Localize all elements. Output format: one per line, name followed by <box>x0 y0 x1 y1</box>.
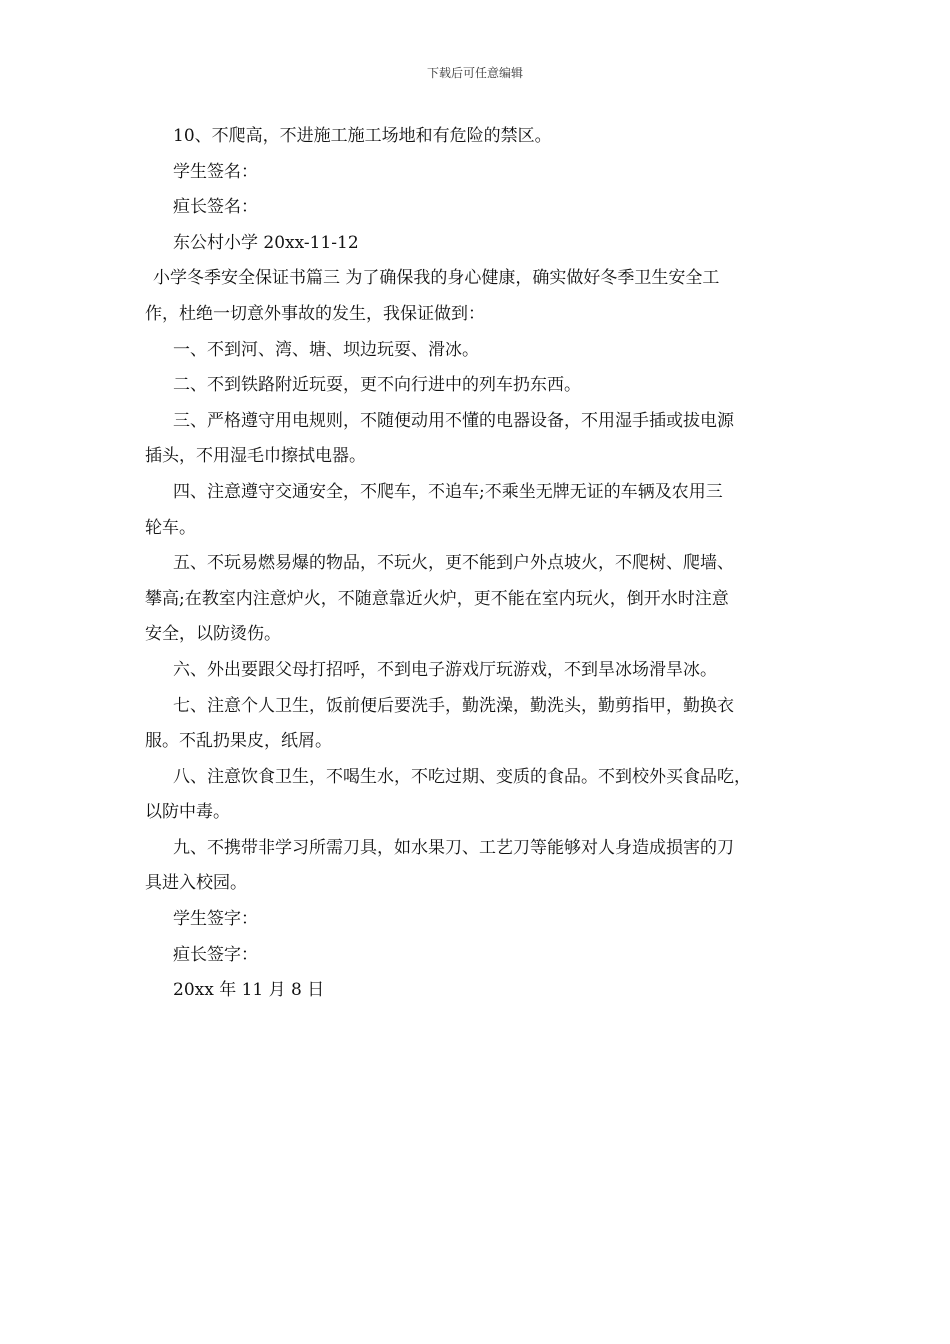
rule-1-line: 一、不到河、湾、塘、坝边玩耍、滑冰。 <box>173 339 479 360</box>
leader-sign-line: 疸长签字： <box>173 944 258 965</box>
rule-4-continuation-line: 轮车。 <box>145 517 196 538</box>
rule-8-line: 八、注意饮食卫生，不喝生水，不吃过期、变质的食品。不到校外买食品吃， <box>173 766 751 787</box>
rule-4-line: 四、注意遵守交通安全，不爬车，不追车;不乘坐无牌无证的车辆及农用三 <box>173 481 723 502</box>
leader-signature-line: 疸长签名： <box>173 197 258 218</box>
student-signature-line: 学生签名： <box>173 161 258 182</box>
rule-7-continuation-line: 服。不乱扔果皮，纸屑。 <box>145 731 332 752</box>
rule-6-line: 六、外出要跟父母打招呼，不到电子游戏厅玩游戏，不到旱冰场滑旱冰。 <box>173 659 717 680</box>
rule-8-continuation-line: 以防中毒。 <box>145 802 230 823</box>
school-date-line: 东公村小学 20xx-11-12 <box>173 232 359 253</box>
rule-2-line: 二、不到铁路附近玩耍，更不向行进中的列车扔东西。 <box>173 375 581 396</box>
page-header: 下载后可任意编辑 <box>426 66 523 80</box>
date-line: 20xx 年 11 月 8 日 <box>173 980 325 1001</box>
rule-7-line: 七、注意个人卫生，饭前便后要洗手，勤洗澡，勤洗头，勤剪指甲，勤换衣 <box>173 695 734 716</box>
document-body <box>145 119 820 1009</box>
rule-5-line: 五、不玩易燃易爆的物品，不玩火，更不能到户外点坡火，不爬树、爬墙、 <box>173 553 734 574</box>
rule-5-continuation-line-2: 安全，以防烫伤。 <box>145 624 281 645</box>
rule-9-line: 九、不携带非学习所需刀具，如水果刀、工艺刀等能够对人身造成损害的刀 <box>173 837 734 858</box>
section-title-line: 小学冬季安全保证书篇三 为了确保我的身心健康，确实做好冬季卫生安全工 <box>153 268 720 289</box>
rule-3-continuation-line: 插头，不用湿毛巾擦拭电器。 <box>145 446 366 467</box>
rule-10-line: 10、不爬高，不进施工施工场地和有危险的禁区。 <box>173 126 552 146</box>
student-sign-line: 学生签字： <box>173 909 258 930</box>
rule-5-continuation-line: 攀高;在教室内注意炉火，不随意靠近火炉，更不能在室内玩火，倒开水时注意 <box>145 588 729 609</box>
rule-3-line: 三、严格遵守用电规则，不随便动用不懂的电器设备，不用湿手插或拔电源 <box>173 410 734 431</box>
intro-continuation-line: 作，杜绝一切意外事故的发生，我保证做到： <box>145 303 485 324</box>
rule-9-continuation-line: 具进入校园。 <box>145 873 247 894</box>
